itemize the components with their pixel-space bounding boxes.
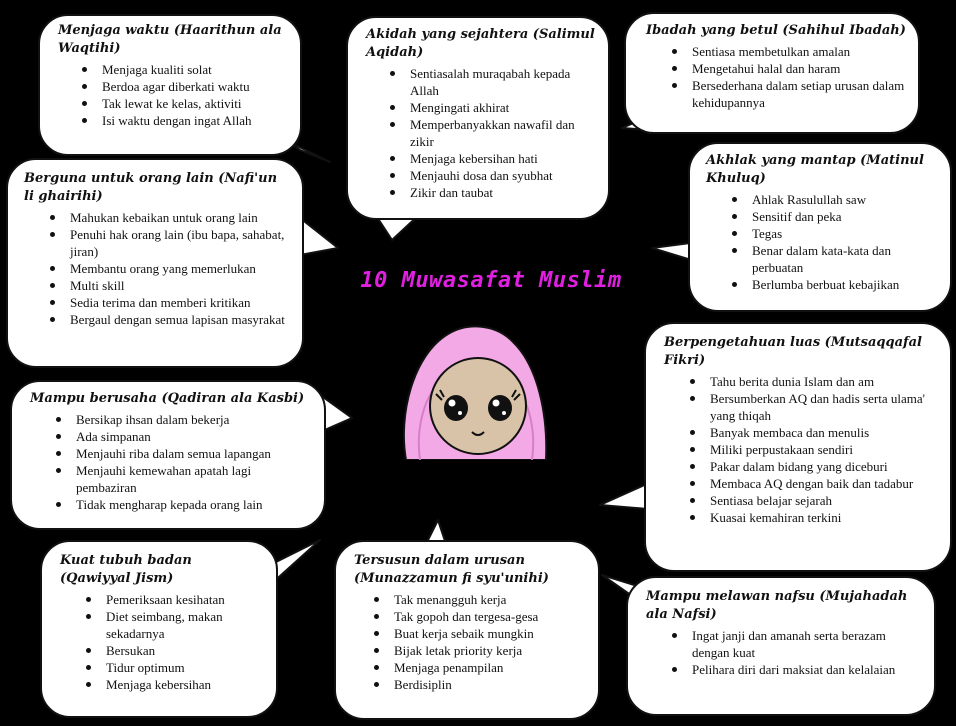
list-item: Menjaga kebersihan hati (410, 150, 596, 167)
hijab-girl-illustration (398, 320, 554, 460)
bubble-title: Akhlak yang mantap (Matinul Khuluq) (706, 153, 924, 186)
list-item: Menjauhi dosa dan syubhat (410, 167, 596, 184)
list-item: Ahlak Rasulullah saw (752, 191, 938, 208)
bubble-title: Akidah yang sejahtera (Salimul Aqidah) (366, 27, 595, 60)
bubble-title: Menjaga waktu (Haarithun ala Waqtihi) (58, 23, 282, 56)
list-item: Sensitif dan peka (752, 208, 938, 225)
bubble-tersusun (334, 540, 600, 720)
list-item: Membantu orang yang memerlukan (70, 260, 290, 277)
bubble-menjaga-waktu (38, 14, 302, 156)
bubble-kuat-tubuh (40, 540, 278, 718)
list-item: Isi waktu dengan ingat Allah (102, 112, 288, 129)
list-item: Sentiasa belajar sejarah (710, 492, 940, 509)
bubble-mampu-melawan (626, 576, 936, 716)
list-item: Sentiasa membetulkan amalan (692, 43, 906, 60)
list-item: Tegas (752, 225, 938, 242)
bubble-title: Berguna untuk orang lain (Nafi'un li ghairihi) (24, 171, 278, 204)
list-item: Ada simpanan (76, 428, 314, 445)
list-item: Sentiasalah muraqabah kepada Allah (410, 65, 596, 99)
list-item: Pakar dalam bidang yang diceburi (710, 458, 940, 475)
list-item: Membaca AQ dengan baik dan tadabur (710, 475, 940, 492)
list-item: Mahukan kebaikan untuk orang lain (70, 209, 290, 226)
bubble-title: Tersusun dalam urusan (Munazzamun fi syu'unihi) (354, 553, 549, 586)
list-item: Penuhi hak orang lain (ibu bapa, sahabat, jiran) (70, 226, 290, 260)
list-item: Bersederhana dalam setiap urusan dalam kehidupannya (692, 78, 905, 110)
list-item: Menjauhi kemewahan apatah lagi pembaziran (76, 462, 314, 496)
list-item: Miliki perpustakaan sendiri (710, 441, 940, 458)
bubble-berguna (6, 158, 304, 368)
list-item: Tak lewat ke kelas, aktiviti (102, 95, 288, 112)
list-item: Berdisiplin (394, 676, 588, 693)
list-item: Bijak letak priority kerja (394, 642, 588, 659)
list-item: Mengetahui halal dan haram (692, 60, 906, 77)
bubble-akidah (346, 16, 610, 220)
list-item: Memperbanyakkan nawafil dan zikir (410, 116, 596, 150)
bubble-title: Mampu melawan nafsu (Mujahadah ala Nafsi) (646, 589, 908, 622)
list-item: Berlumba berbuat kebajikan (752, 276, 938, 293)
bubble-ibadah (624, 12, 920, 134)
list-item: Menjaga kualiti solat (102, 61, 288, 78)
bubble-title: Mampu berusaha (Qadiran ala Kasbi) (30, 391, 305, 406)
list-item: Bersumberkan AQ dan hadis serta ulama' yang thiqah (710, 390, 940, 424)
list-item: Bersukan (106, 642, 266, 659)
list-item: Bergaul dengan semua lapisan masyrakat (70, 311, 290, 328)
list-item: Multi skill (70, 277, 290, 294)
list-item: Bersikap ihsan dalam bekerja (76, 411, 314, 428)
bubble-title: Berpengetahuan luas (Mutsaqqafal Fikri) (664, 335, 922, 368)
list-item: Menjaga penampilan (394, 659, 588, 676)
bubble-akhlak (688, 142, 952, 312)
main-title: 10 Muwasafat Muslim (360, 268, 622, 293)
list-item: Berdoa agar diberkati waktu (102, 78, 288, 95)
list-item: Diet seimbang, makan sekadarnya (106, 608, 266, 642)
bubble-berpengetahuan (644, 322, 952, 572)
list-item: Menjaga kebersihan (106, 676, 266, 693)
list-item: Buat kerja sebaik mungkin (394, 625, 588, 642)
list-item: Tidur optimum (106, 659, 266, 676)
list-item: Tak gopoh dan tergesa-gesa (394, 608, 588, 625)
list-item: Tidak mengharap kepada orang lain (76, 496, 314, 513)
list-item: Pelihara diri dari maksiat dan kelalaian (692, 661, 924, 678)
list-item: Tahu berita dunia Islam dan am (710, 373, 940, 390)
bubble-title: Ibadah yang betul (Sahihul Ibadah) (646, 23, 906, 38)
bubble-title: Kuat tubuh badan (Qawiyyal Jism) (60, 553, 192, 586)
list-item: Banyak membaca dan menulis (710, 424, 940, 441)
list-item: Pemeriksaan kesihatan (106, 591, 266, 608)
list-item: Menjauhi riba dalam semua lapangan (76, 445, 314, 462)
list-item: Tak menangguh kerja (394, 591, 588, 608)
list-item: Kuasai kemahiran terkini (710, 509, 940, 526)
list-item: Sedia terima dan memberi kritikan (70, 294, 290, 311)
tail-berguna (300, 218, 338, 255)
list-item: Ingat janji dan amanah serta berazam dengan kuat (692, 627, 924, 661)
bubble-mampu-berusaha (10, 380, 326, 530)
list-item: Zikir dan taubat (410, 184, 596, 201)
list-item: Mengingati akhirat (410, 99, 596, 116)
list-item: Benar dalam kata-kata dan perbuatan (752, 242, 938, 276)
